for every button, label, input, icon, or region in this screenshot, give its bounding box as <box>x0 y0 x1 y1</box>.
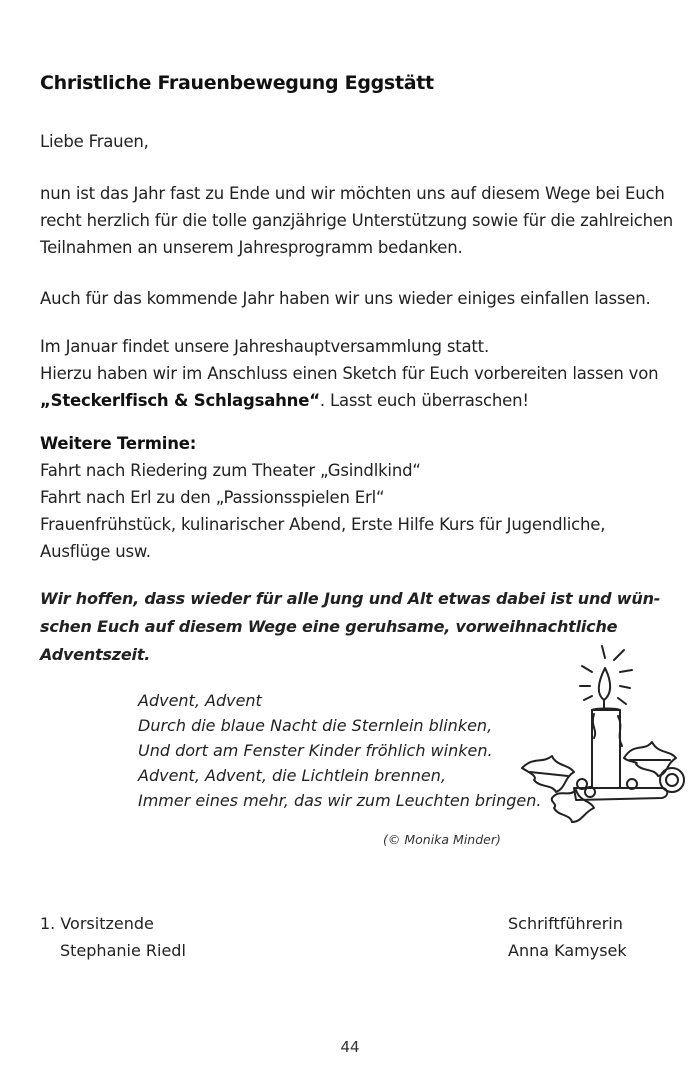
termine-item: Fahrt nach Erl zu den „Passionsspielen Erl“ <box>40 488 385 507</box>
signature-left <box>40 910 186 964</box>
poem-line: Durch die blaue Nacht die Sternlein blinken, <box>138 716 493 735</box>
paragraph-january <box>40 333 658 414</box>
paragraph-line: Hierzu haben wir im Anschluss einen Sketch für Euch vorbereiten lassen von <box>40 364 659 383</box>
poem-title: Advent, Advent <box>138 691 262 710</box>
paragraph-line: recht herzlich für die tolle ganzjährige Unterstützung sowie für die zahlreichen <box>40 211 674 230</box>
closing-line: Wir hoffen, dass wieder für alle Jung und Alt etwas dabei ist und wün- <box>40 589 661 608</box>
closing-line: schen Euch auf diesem Wege eine geruhsame, vorweihnachtliche <box>40 617 618 636</box>
termine-heading: Weitere Termine: <box>40 434 197 453</box>
greeting: Liebe Frauen, <box>40 132 149 151</box>
poem-line: Advent, Advent, die Lichtlein brennen, <box>138 766 446 785</box>
paragraph-thanks <box>40 180 673 261</box>
signature-name: Stephanie Riedl <box>60 941 186 960</box>
signature-role: Schriftführerin <box>508 914 623 933</box>
termine-item: Frauenfrühstück, kulinarischer Abend, Erste Hilfe Kurs für Jugendliche, <box>40 515 606 534</box>
paragraph-line: Teilnahmen an unserem Jahresprogramm bedanken. <box>40 238 463 257</box>
signature-role: 1. Vorsitzende <box>40 914 154 933</box>
paragraph-next-year: Auch für das kommende Jahr haben wir uns wieder einiges einfallen lassen. <box>40 289 651 308</box>
paragraph-tail: . Lasst euch überraschen! <box>319 391 529 410</box>
termine-item: Ausflüge usw. <box>40 542 151 561</box>
advent-poem <box>138 688 541 813</box>
signature-name: Anna Kamysek <box>508 941 627 960</box>
poem-line: Und dort am Fenster Kinder fröhlich winken. <box>138 741 493 760</box>
page-title: Christliche Frauenbewegung Eggstätt <box>40 72 434 94</box>
paragraph-line: nun ist das Jahr fast zu Ende und wir möchten uns auf diesem Wege bei Euch <box>40 184 665 203</box>
poem-credit: (© Monika Minder) <box>383 832 501 847</box>
candle-holly-illustration <box>512 638 692 828</box>
paragraph-line <box>40 387 658 414</box>
signature-right <box>508 910 627 964</box>
closing-line: Adventszeit. <box>40 645 151 664</box>
paragraph-line: Im Januar findet unsere Jahreshauptversammlung statt. <box>40 337 489 356</box>
termine-section <box>40 430 605 565</box>
sketch-title: „Steckerlfisch & Schlagsahne“ <box>40 391 320 410</box>
termine-item: Fahrt nach Riedering zum Theater „Gsindlkind“ <box>40 461 421 480</box>
page-number: 44 <box>340 1038 360 1056</box>
poem-line: Immer eines mehr, das wir zum Leuchten bringen. <box>138 791 542 810</box>
